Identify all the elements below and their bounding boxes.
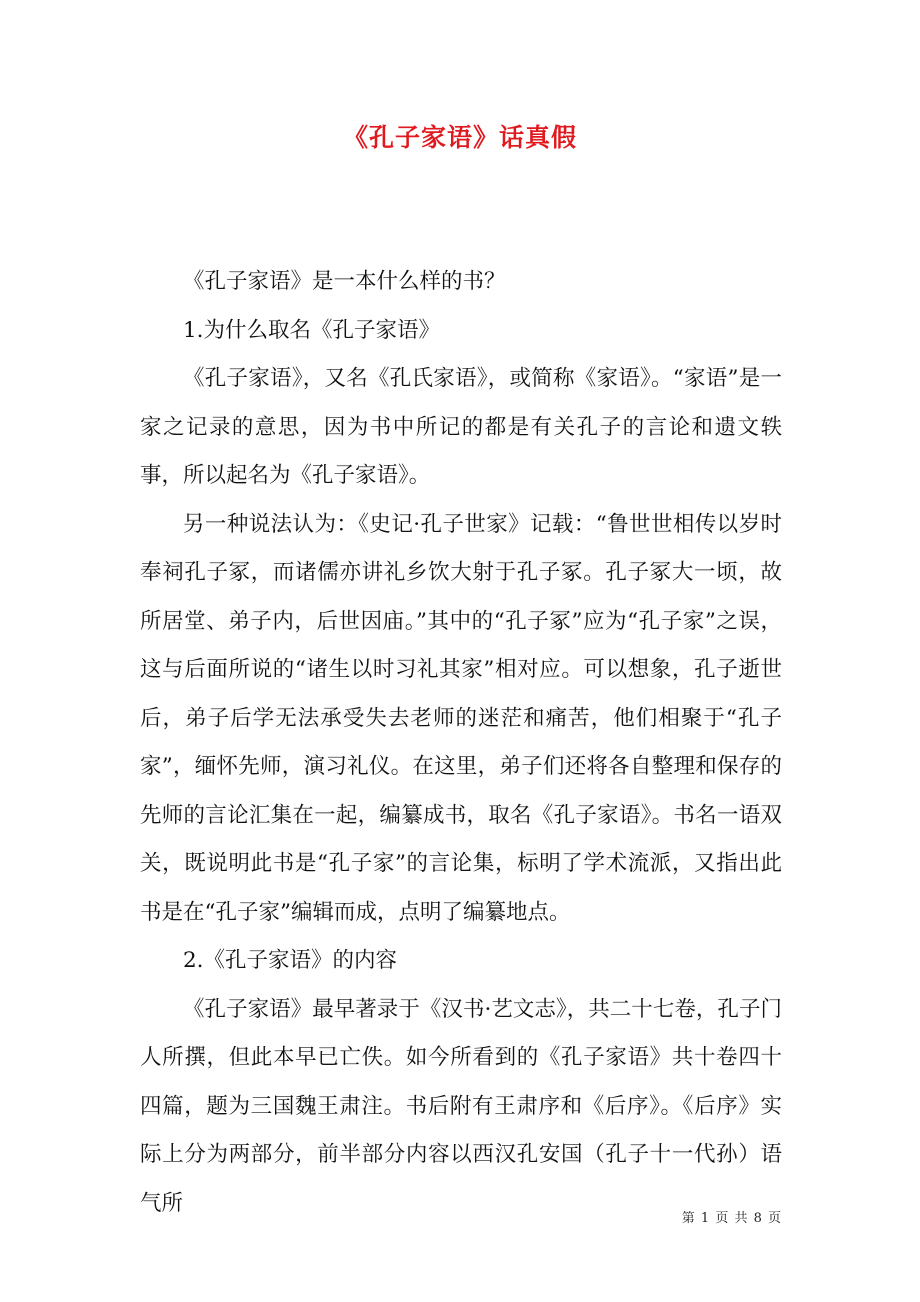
document-title: 《孔子家语》话真假 xyxy=(342,123,577,152)
paragraph-question: 《孔子家语》是一本什么样的书？ xyxy=(183,269,506,294)
document-body xyxy=(140,258,782,1228)
section-heading-2: 2.《孔子家语》的内容 xyxy=(183,948,398,973)
paragraph-alternative-view: 另一种说法认为：《史记·孔子世家》记载：“鲁世世相传以岁时奉祠孔子冢，而诸儒亦讲礼乡饮大射于孔子冢。孔子冢大一顷，故所居堂、弟子内，后世因庙。”其中的“孔子冢”应为“孔子家”之误，这与后面所说的“诸生以时习礼其家”相对应。可以想象，孔子逝世后，弟子后学无法承受失去老师的迷茫和痛苦，他们相聚于“孔子家”，缅怀先师，演习礼仪。在这里，弟子们还将各自整理和保存的先师的言论汇集在一起，编纂成书，取名《孔子家语》。书名一语双关，既说明此书是“孔子家”的言论集，标明了学术流派，又指出此书是在“孔子家”编辑而成，点明了编纂地点。 xyxy=(140,511,782,925)
paragraph-content-history: 《孔子家语》最早著录于《汉书·艺文志》，共二十七卷，孔子门人所撰，但此本早已亡佚。如今所看到的《孔子家语》共十卷四十四篇，题为三国魏王肃注。书后附有王肃序和《后序》。《后序》实际上分为两部分，前半部分内容以西汉孔安国（孔子十一代孙）语气所 xyxy=(140,996,782,1216)
section-heading-1: 1.为什么取名《孔子家语》 xyxy=(183,317,441,343)
paragraph-name-meaning: 《孔子家语》，又名《孔氏家语》，或简称《家语》。“家语”是一家之记录的意思，因为书中所记的都是有关孔子的言论和遗文轶事，所以起名为《孔子家语》。 xyxy=(140,366,782,488)
page-number-footer: 第 1 页 共 8 页 xyxy=(681,1211,782,1226)
